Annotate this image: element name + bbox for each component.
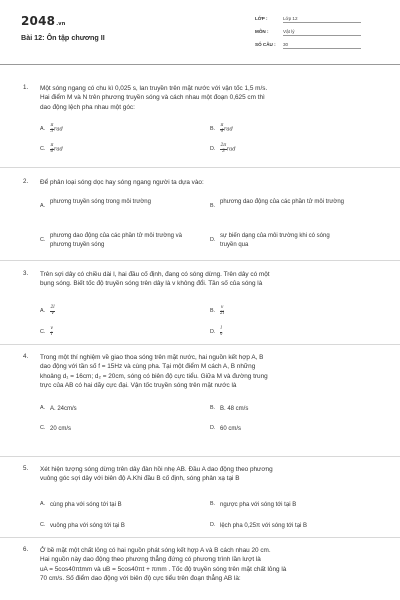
option-letter: A. (40, 501, 46, 507)
question-stem-line: trực của AB có hai dãy cực đại. Vận tốc truyền sóng trên mặt nước là (40, 381, 237, 389)
frac-numerator: 2l (50, 305, 55, 310)
question-stem-line: Xét hiện tượng sóng dừng trên dây đàn hồi nhẹ AB. Đầu A dao động theo phương (40, 466, 273, 473)
header-divider (0, 64, 400, 65)
meta-row-subject (255, 27, 385, 40)
question-stem-line: 70 cm/s. Số điểm dao động với biên độ cực tiểu trên đoạn thẳng AB là: (40, 574, 241, 582)
frac-numerator: l (220, 326, 222, 331)
option-unit: rad (53, 126, 63, 133)
class-label: LỚP : (255, 16, 268, 21)
question-stem-line: Ở bề mặt một chất lỏng có hai nguồn phát sóng kết hợp A và B cách nhau 20 cm. (40, 547, 271, 554)
option-text: B. 48 cm/s (220, 406, 249, 412)
option-letter: C. (40, 146, 46, 152)
lesson-title: Bài 12: Ôn tập chương II (21, 33, 105, 42)
option-letter: D. (210, 146, 216, 152)
question-stem-line: Để phân loại sóng dọc hay sóng ngang người ta dựa vào: (40, 179, 204, 186)
question-stem-line: khoảng d₁ = 16cm; d₂ = 20cm, sóng có biên độ cực tiểu. Giữa M và đường trung (40, 372, 268, 380)
option-text: phương dao động của các phần tử môi trường (220, 199, 344, 205)
frac-denominator: 3 (50, 128, 54, 134)
meta-row-count (255, 40, 385, 53)
frac-denominator: v (220, 331, 223, 337)
option-unit: rad (223, 126, 233, 133)
question-number: 2. (23, 178, 29, 185)
question-stem-line: Hai điểm M và N trên phương truyền sóng và cách nhau một đoạn 0,625 cm thì (40, 94, 265, 102)
option-letter: D. (210, 237, 216, 243)
option-formula (220, 327, 346, 337)
option-text: lệch pha 0,25π với sóng tới tại B (220, 523, 308, 529)
option-text: phương dao động của các phần tử môi trường và phương truyền sóng (50, 233, 182, 248)
question-divider (0, 344, 400, 345)
option-formula (220, 124, 346, 134)
option-letter: B. (210, 405, 216, 411)
meta-info (255, 14, 385, 53)
question-stem-line: Một sóng ngang có chu kì 0,025 s, lan truyền trên mặt nước với vận tốc 1,5 m/s. (40, 85, 268, 92)
question-number: 4. (23, 353, 29, 360)
option-formula (50, 327, 176, 337)
frac-denominator: 3 (221, 148, 225, 154)
option-text: cùng pha với sóng tới tại B (50, 502, 122, 508)
question-divider (0, 456, 400, 457)
option-text: 60 cm/s (220, 426, 242, 432)
question-stem-line: dao động với tần số f = 15Hz và cùng pha. Tại một điểm M cách A, B những (40, 363, 256, 371)
option-unit: rad (53, 146, 63, 153)
frac-numerator: π (220, 123, 224, 128)
question-stem-line: vuông góc sợi dây với biên độ A.Khi đầu B cố định, sóng phản xạ tại B (40, 475, 240, 483)
option-letter: D. (210, 522, 216, 528)
option-letter: C. (40, 329, 46, 335)
question-number: 5. (23, 465, 29, 472)
question-divider (0, 260, 400, 261)
option-letter: A. (40, 126, 46, 132)
frac-numerator: π (50, 143, 54, 148)
option-formula (50, 144, 176, 154)
option-unit: rad (226, 146, 236, 153)
option-letter: C. (40, 237, 46, 243)
frac-numerator: v (220, 305, 224, 310)
question-divider (0, 537, 400, 538)
option-letter: D. (210, 329, 216, 335)
option-letter: B. (210, 501, 216, 507)
count-label: SỐ CÂU : (255, 42, 276, 47)
option-letter: A. (40, 308, 46, 314)
question-number: 6. (23, 546, 29, 553)
option-formula (50, 306, 176, 316)
question-stem-line: bụng sóng. Biết tốc độ truyền sóng trên dây là v không đổi. Tần số của sóng là (40, 280, 263, 288)
option-text: vuông pha với sóng tới tại B (50, 523, 125, 529)
option-text: A. 24cm/s (50, 406, 77, 412)
question-stem-line: Hai nguồn này dao động theo phương thẳng đứng có phương trình lần lượt là (40, 556, 261, 564)
count-value: 30 (283, 42, 361, 49)
subject-label: MÔN : (255, 29, 269, 34)
option-letter: A. (40, 405, 46, 411)
page-header (0, 0, 400, 68)
frac-denominator: 6 (50, 148, 54, 154)
frac-denominator: v (51, 310, 54, 316)
logo-suffix: .vn (56, 21, 66, 27)
option-letter: B. (210, 203, 216, 209)
option-text: phương truyền sóng trong môi trường (50, 199, 151, 205)
question-number: 1. (23, 84, 29, 91)
option-letter: C. (40, 522, 46, 528)
option-formula (50, 124, 176, 134)
option-formula (220, 306, 346, 316)
option-formula (220, 144, 346, 154)
subject-value: Vật lý (283, 29, 361, 36)
frac-numerator: π (50, 123, 54, 128)
question-stem-line: uA = 5cos40πtmm và uB = 5cos40πt + πmm . Tốc độ truyền sóng trên mặt chất lỏng là (40, 565, 287, 573)
option-letter: B. (210, 308, 216, 314)
question-stem-line: Trên sợi dây có chiều dài l, hai đầu cố định, đang có sóng dừng. Trên dây có một (40, 271, 270, 278)
option-letter: B. (210, 126, 216, 132)
option-letter: C. (40, 425, 46, 431)
frac-denominator: 4 (220, 128, 224, 134)
question-stem-line: dao động lệch pha nhau một góc: (40, 103, 135, 111)
option-letter: A. (40, 203, 46, 209)
frac-denominator: l (51, 331, 53, 337)
option-text: 20 cm/s (50, 426, 72, 432)
option-letter: D. (210, 425, 216, 431)
frac-numerator: 2π (220, 143, 227, 148)
frac-numerator: v (50, 326, 53, 331)
option-text: ngược pha với sóng tới tại B (220, 502, 297, 508)
question-number: 3. (23, 270, 29, 277)
class-value: Lớp 12 (283, 16, 361, 23)
option-text: sự biến dạng của môi trường khi có sóng truyền qua (220, 233, 330, 248)
site-logo[interactable] (21, 14, 66, 28)
meta-row-class (255, 14, 385, 27)
question-stem-line: Trong một thí nghiệm về giao thoa sóng trên mặt nước, hai nguồn kết hợp A, B (40, 354, 264, 361)
logo-text: 2048 (21, 14, 56, 28)
question-divider (0, 167, 400, 168)
frac-denominator: 2l (220, 310, 225, 316)
